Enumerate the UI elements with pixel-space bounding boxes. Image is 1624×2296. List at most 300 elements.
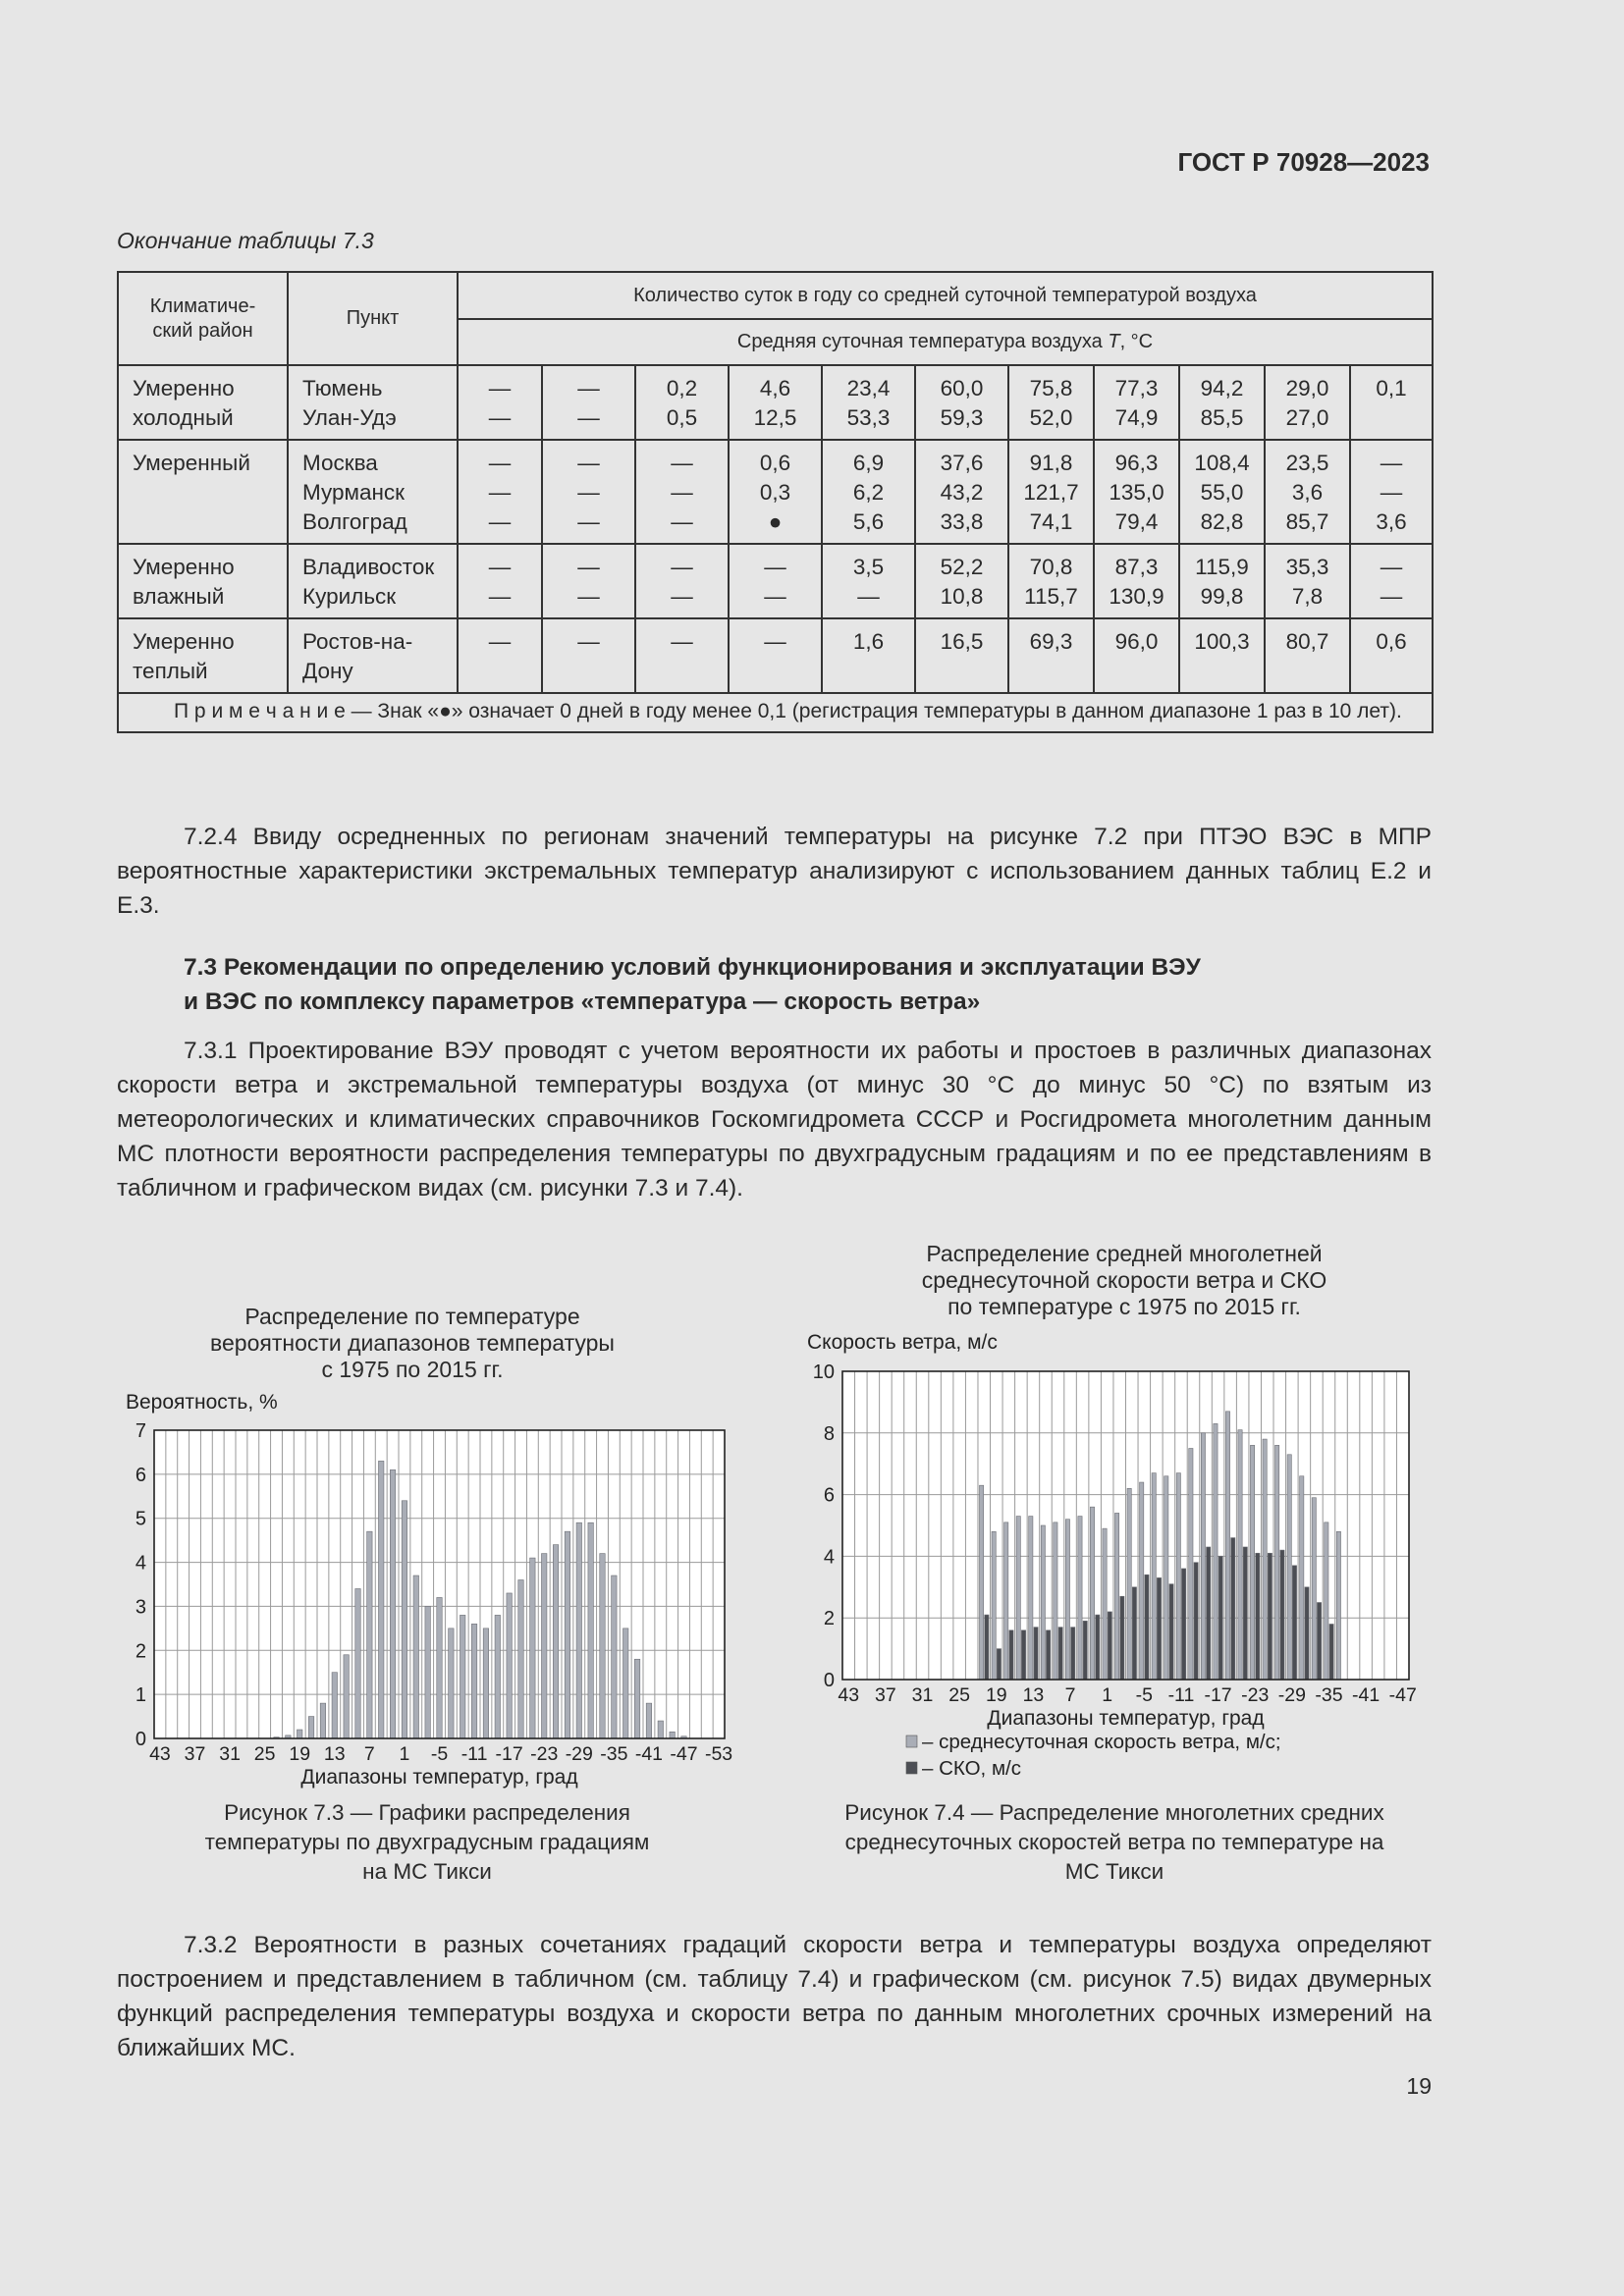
x-tick-label: -5 xyxy=(430,1743,449,1765)
x-tick-label: 19 xyxy=(289,1743,311,1765)
cell-line: теплый xyxy=(133,659,208,683)
bar-probability xyxy=(425,1606,430,1738)
value-cell xyxy=(1094,365,1179,440)
bar-mean-speed xyxy=(1263,1439,1267,1680)
y-tick-label: 3 xyxy=(135,1596,146,1619)
cell-line: — xyxy=(671,584,693,609)
x-tick-label: 25 xyxy=(253,1743,276,1765)
x-tick-label: 19 xyxy=(985,1684,1007,1706)
column-group-header: Количество суток в году со средней суточной температурой воздуха xyxy=(458,272,1433,319)
bar-mean-speed xyxy=(1300,1476,1304,1680)
bar-probability xyxy=(367,1531,372,1738)
bar-mean-speed xyxy=(979,1485,983,1680)
value-cell xyxy=(915,365,1008,440)
cell-line: 94,2 xyxy=(1200,376,1244,400)
table-row xyxy=(118,440,1433,544)
cell-line: Курильск xyxy=(302,584,397,609)
cell-line: — xyxy=(764,555,786,579)
x-tick-label: -5 xyxy=(1135,1684,1153,1706)
bar-sko xyxy=(1132,1587,1136,1680)
cell-line: Умеренно xyxy=(133,555,235,579)
cell-line: — xyxy=(577,509,600,534)
bar-probability xyxy=(413,1575,418,1738)
bar-mean-speed xyxy=(1078,1517,1082,1680)
bar-sko xyxy=(1034,1628,1038,1680)
temperature-days-table xyxy=(117,271,1434,733)
bar-sko xyxy=(1305,1587,1309,1680)
x-tick-label: -35 xyxy=(600,1743,628,1765)
cell-line: 135,0 xyxy=(1109,480,1164,505)
bar-probability xyxy=(449,1629,454,1738)
cell-line: 130,9 xyxy=(1109,584,1164,609)
cell-line: Умеренный xyxy=(133,451,250,475)
x-tick-label: 13 xyxy=(323,1743,346,1765)
y-axis-label: Вероятность, % xyxy=(126,1391,278,1414)
value-cell xyxy=(1094,440,1179,544)
section-heading-7-3: 7.3 Рекомендации по определению условий функционирования и эксплуатации ВЭУ и ВЭС по комплексу параметров «температура — скорость ветра» xyxy=(184,954,1201,1015)
cell-line: Улан-Удэ xyxy=(302,405,397,430)
bar-sko xyxy=(1207,1547,1211,1680)
y-tick-label: 4 xyxy=(823,1546,835,1569)
bar-sko xyxy=(1021,1630,1025,1680)
x-tick-label: -29 xyxy=(1277,1684,1306,1706)
cell-line: Умеренно xyxy=(133,376,235,400)
cell-line: Тюмень xyxy=(302,376,383,400)
table-body xyxy=(118,365,1433,693)
value-cell xyxy=(915,618,1008,693)
cell-line: 69,3 xyxy=(1029,629,1073,654)
cell-line: — xyxy=(857,584,880,609)
bar-mean-speed xyxy=(1140,1482,1144,1680)
value-cell xyxy=(635,440,729,544)
x-tick-label: 31 xyxy=(219,1743,241,1765)
cell-line: 115,9 xyxy=(1195,555,1249,579)
bar-probability xyxy=(297,1730,301,1738)
bar-probability xyxy=(344,1655,349,1738)
x-axis-label: Диапазоны температур, град xyxy=(300,1766,578,1789)
x-tick-label: 43 xyxy=(838,1684,860,1706)
bar-probability xyxy=(320,1703,325,1738)
bar-mean-speed xyxy=(1312,1498,1316,1680)
value-cell xyxy=(1094,618,1179,693)
cell-line: — xyxy=(488,451,512,475)
cell-line: 60,0 xyxy=(940,376,984,400)
y-tick-label: 0 xyxy=(135,1729,146,1750)
cell-line: 108,4 xyxy=(1194,451,1250,475)
bar-probability xyxy=(402,1501,406,1738)
bar-mean-speed xyxy=(1152,1473,1156,1680)
bar-probability xyxy=(530,1558,535,1738)
bar-probability xyxy=(646,1703,651,1738)
column-subheader: Средняя суточная температура воздуха T, °С xyxy=(458,319,1433,365)
x-tick-label: 31 xyxy=(911,1684,934,1706)
paragraph-7-3-1: 7.3.1 Проектирование ВЭУ проводят с учетом вероятности их работы и простоев в различных диапазонах скорости ветра и экстремальной температуры воздуха (от минус 30 °С до минус 50 °С) по взятым из метеорологических и климатических справочников Госкомгидромета СССР и Росгидромета многолетним данным МС плотности вероятности распределения температуры по двухградусным градациям и по ее представлениям в табличном и графическом видах (см. рисунки 7.3 и 7.4). xyxy=(117,1038,1432,1201)
x-tick-label: 1 xyxy=(399,1743,410,1765)
value-cell xyxy=(542,365,635,440)
cell-line: 0,2 xyxy=(666,376,698,400)
cell-line: 96,0 xyxy=(1114,629,1159,654)
temperature-probability-chart xyxy=(117,1379,755,1796)
cell-line: — xyxy=(577,376,600,400)
x-tick-label: -41 xyxy=(1352,1684,1380,1706)
cell-line: 23,4 xyxy=(846,376,891,400)
cell-line: 3,6 xyxy=(1376,509,1407,534)
cell-line: 77,3 xyxy=(1114,376,1159,400)
cell-line: — xyxy=(488,405,512,430)
cell-line: Владивосток xyxy=(302,555,435,579)
bar-mean-speed xyxy=(992,1531,996,1680)
bar-sko xyxy=(1083,1621,1087,1680)
cell-line: — xyxy=(1380,584,1403,609)
figure-7-4-caption xyxy=(800,1798,1429,1887)
cell-line: 96,3 xyxy=(1114,451,1159,475)
cell-line: — xyxy=(671,629,693,654)
cell-line: — xyxy=(671,480,693,505)
table-row xyxy=(118,618,1433,693)
bar-probability xyxy=(471,1624,476,1738)
caption-line: Рисунок 7.3 — Графики распределения xyxy=(224,1800,630,1825)
value-cell xyxy=(1350,618,1433,693)
bar-mean-speed xyxy=(1103,1528,1107,1680)
x-tick-label: 43 xyxy=(149,1743,171,1765)
value-cell xyxy=(1008,618,1094,693)
cell-line: 35,3 xyxy=(1285,555,1329,579)
cell-line: — xyxy=(577,584,600,609)
bar-probability xyxy=(483,1629,488,1738)
bar-sko xyxy=(1096,1615,1100,1680)
cell-line: 1,6 xyxy=(852,629,885,654)
y-tick-label: 4 xyxy=(135,1552,146,1575)
value-cell xyxy=(1008,440,1094,544)
figure-7-3-caption xyxy=(137,1798,717,1887)
bar-mean-speed xyxy=(1336,1531,1340,1680)
cell-line: 33,8 xyxy=(940,509,984,534)
cell-line: 0,5 xyxy=(666,405,698,430)
bar-sko xyxy=(1329,1624,1333,1680)
point-cell xyxy=(288,618,458,693)
x-tick-label: 7 xyxy=(1064,1684,1076,1706)
cell-line: 79,4 xyxy=(1114,509,1159,534)
bar-probability xyxy=(658,1721,663,1738)
table-row xyxy=(118,365,1433,440)
bar-sko xyxy=(1157,1577,1161,1680)
x-tick-label: 37 xyxy=(875,1684,896,1706)
x-tick-label: -17 xyxy=(495,1743,523,1765)
region-cell xyxy=(118,365,288,440)
value-cell xyxy=(1179,365,1265,440)
bar-mean-speed xyxy=(1090,1507,1094,1680)
cell-line: 74,9 xyxy=(1114,405,1159,430)
cell-line: — xyxy=(577,405,600,430)
value-cell xyxy=(1265,440,1350,544)
cell-line: 121,7 xyxy=(1023,480,1079,505)
bar-sko xyxy=(1317,1603,1321,1681)
value-cell xyxy=(635,365,729,440)
bar-sko xyxy=(1058,1628,1062,1680)
x-tick-label: -47 xyxy=(670,1743,698,1765)
value-cell xyxy=(1008,544,1094,618)
y-tick-label: 1 xyxy=(135,1684,146,1707)
point-cell xyxy=(288,544,458,618)
cell-line: 0,1 xyxy=(1376,376,1407,400)
x-tick-label: -53 xyxy=(704,1743,733,1765)
cell-line: — xyxy=(1380,555,1403,579)
value-cell xyxy=(1350,365,1433,440)
y-tick-label: 5 xyxy=(135,1508,146,1530)
cell-line: Дону xyxy=(302,659,353,683)
bar-sko xyxy=(1243,1547,1247,1680)
column-header-point: Пункт xyxy=(288,272,458,365)
cell-line: — xyxy=(577,555,600,579)
cell-line xyxy=(1351,403,1432,433)
bar-mean-speed xyxy=(1201,1433,1205,1680)
bar-probability xyxy=(355,1588,360,1738)
document-code: ГОСТ Р 70928—2023 xyxy=(1177,147,1430,177)
bar-mean-speed xyxy=(1275,1445,1279,1680)
value-cell xyxy=(635,544,729,618)
value-cell xyxy=(729,440,822,544)
x-tick-label: 7 xyxy=(363,1743,375,1765)
legend-entry: – среднесуточная скорость ветра, м/с; xyxy=(922,1731,1281,1753)
bar-mean-speed xyxy=(1004,1522,1008,1680)
y-tick-label: 6 xyxy=(823,1484,835,1507)
value-cell xyxy=(915,440,1008,544)
value-cell xyxy=(1265,365,1350,440)
region-cell xyxy=(118,440,288,544)
bar-probability xyxy=(507,1593,512,1738)
bar-probability xyxy=(623,1629,627,1738)
cell-line: — xyxy=(488,629,512,654)
cell-line: 87,3 xyxy=(1114,555,1159,579)
value-cell xyxy=(822,544,915,618)
bar-mean-speed xyxy=(1225,1412,1229,1680)
caption-line: Рисунок 7.4 — Распределение многолетних средних xyxy=(844,1800,1384,1825)
y-tick-label: 8 xyxy=(823,1422,835,1445)
x-tick-label: -41 xyxy=(634,1743,664,1765)
bar-mean-speed xyxy=(1065,1520,1069,1680)
cell-line: 74,1 xyxy=(1029,509,1073,534)
cell-line: Мурманск xyxy=(302,480,406,505)
x-tick-label: -11 xyxy=(460,1743,488,1765)
value-cell xyxy=(542,440,635,544)
cell-line: 5,6 xyxy=(852,509,885,534)
value-cell xyxy=(1008,365,1094,440)
bar-probability xyxy=(565,1531,569,1738)
cell-line: 3,6 xyxy=(1291,480,1324,505)
bar-mean-speed xyxy=(1016,1517,1020,1680)
y-axis-label: Скорость ветра, м/с xyxy=(807,1331,998,1354)
column-header-region: Климатиче- ский район xyxy=(118,272,288,365)
cell-line: — xyxy=(488,509,512,534)
chart-title-line: Распределение по температуре xyxy=(244,1304,580,1329)
chart-title-line: по температуре с 1975 по 2015 гг. xyxy=(947,1294,1301,1319)
chart-title-line: Распределение средней многолетней xyxy=(926,1241,1323,1266)
bar-sko xyxy=(1231,1538,1235,1680)
value-cell xyxy=(729,544,822,618)
chart-title-line: с 1975 по 2015 гг. xyxy=(321,1357,504,1382)
value-cell xyxy=(458,440,542,544)
region-cell xyxy=(118,544,288,618)
bar-probability xyxy=(308,1717,313,1738)
bar-sko xyxy=(1280,1550,1284,1680)
cell-line: 37,6 xyxy=(940,451,984,475)
cell-line: — xyxy=(764,629,786,654)
bar-sko xyxy=(1169,1584,1173,1680)
caption-line: температуры по двухградусным градациям xyxy=(204,1830,650,1854)
cell-line: — xyxy=(764,584,786,609)
bar-mean-speed xyxy=(1214,1423,1218,1680)
cell-line: 12,5 xyxy=(753,405,797,430)
cell-line: — xyxy=(671,451,693,475)
x-tick-label: -17 xyxy=(1204,1684,1232,1706)
cell-line: 82,8 xyxy=(1200,509,1244,534)
bar-mean-speed xyxy=(1325,1522,1328,1680)
bar-sko xyxy=(1009,1630,1013,1680)
cell-line: — xyxy=(671,555,693,579)
table-row xyxy=(118,544,1433,618)
cell-line: Волгоград xyxy=(302,509,407,534)
cell-line: 85,5 xyxy=(1200,405,1244,430)
bar-sko xyxy=(1181,1569,1185,1680)
cell-line: 29,0 xyxy=(1285,376,1329,400)
bar-sko xyxy=(985,1615,989,1680)
cell-line: 23,5 xyxy=(1285,451,1329,475)
cell-line: 3,5 xyxy=(852,555,885,579)
value-cell xyxy=(458,618,542,693)
value-cell xyxy=(1265,544,1350,618)
bar-probability xyxy=(332,1673,337,1738)
value-cell xyxy=(542,544,635,618)
y-tick-label: 6 xyxy=(135,1464,146,1486)
cell-line: 7,8 xyxy=(1291,584,1324,609)
point-cell xyxy=(288,440,458,544)
bar-mean-speed xyxy=(1176,1473,1180,1680)
bar-sko xyxy=(1108,1612,1111,1680)
bar-probability xyxy=(634,1659,639,1738)
paragraph-7-2-4: 7.2.4 Ввиду осредненных по регионам значений температуры на рисунке 7.2 при ПТЭО ВЭС в МПР вероятностные характеристики экстремальных температур анализируют с использованием данных таблиц Е.2 и Е.3. xyxy=(117,824,1432,919)
region-cell xyxy=(118,618,288,693)
cell-line: — xyxy=(577,480,600,505)
paragraph-7-3-2: 7.3.2 Вероятности в разных сочетаниях градаций скорости ветра и температуры воздуха определяют построением и представлением в табличном (см. таблицу 7.4) и графическом (см. рисунок 7.5) видах двумерных функций распределения температуры воздуха и скорости ветра по данным многолетних срочных измерений на ближайших МС. xyxy=(117,1932,1432,2061)
cell-line: — xyxy=(1380,480,1403,505)
cell-line: — xyxy=(577,629,600,654)
cell-line: 100,3 xyxy=(1194,629,1250,654)
cell-line: — xyxy=(577,451,600,475)
x-tick-label: -23 xyxy=(530,1743,559,1765)
cell-line: 70,8 xyxy=(1029,555,1073,579)
value-cell xyxy=(822,618,915,693)
cell-line: Ростов-на- xyxy=(302,629,413,654)
value-cell xyxy=(1179,618,1265,693)
y-tick-label: 7 xyxy=(135,1420,146,1442)
bar-sko xyxy=(997,1649,1001,1680)
cell-line: 53,3 xyxy=(846,405,891,430)
x-tick-label: -47 xyxy=(1388,1684,1417,1706)
cell-line: 6,2 xyxy=(852,480,885,505)
bar-probability xyxy=(390,1469,395,1738)
x-tick-label: -11 xyxy=(1167,1684,1195,1706)
bar-probability xyxy=(553,1545,558,1738)
cell-line: 75,8 xyxy=(1029,376,1073,400)
bar-probability xyxy=(518,1580,523,1738)
value-cell xyxy=(729,365,822,440)
bar-probability xyxy=(460,1615,464,1738)
x-tick-label: -35 xyxy=(1315,1684,1343,1706)
chart-title-line: среднесуточной скорости ветра и СКО xyxy=(921,1267,1327,1293)
x-tick-label: 13 xyxy=(1022,1684,1045,1706)
cell-line: — xyxy=(671,509,693,534)
cell-line: — xyxy=(488,480,512,505)
cell-line: — xyxy=(488,376,512,400)
bar-mean-speed xyxy=(1189,1449,1193,1681)
legend-entry: – СКО, м/с xyxy=(922,1757,1021,1780)
cell-line: 55,0 xyxy=(1200,480,1244,505)
bar-mean-speed xyxy=(1287,1455,1291,1680)
x-tick-label: 37 xyxy=(184,1743,206,1765)
cell-line: 0,3 xyxy=(759,480,791,505)
x-tick-label: -23 xyxy=(1241,1684,1270,1706)
cell-line: 52,0 xyxy=(1029,405,1073,430)
cell-line: 91,8 xyxy=(1029,451,1073,475)
bar-probability xyxy=(670,1732,675,1738)
figure-7-4-title xyxy=(854,1241,1394,1320)
cell-line: — xyxy=(488,584,512,609)
bar-mean-speed xyxy=(1114,1513,1118,1680)
caption-line: среднесуточных скоростей ветра по температуре на xyxy=(844,1830,1384,1854)
x-tick-label: 25 xyxy=(948,1684,971,1706)
value-cell xyxy=(635,618,729,693)
value-cell xyxy=(458,544,542,618)
y-tick-label: 2 xyxy=(135,1640,146,1663)
bar-sko xyxy=(1145,1575,1149,1680)
value-cell xyxy=(1179,440,1265,544)
wind-speed-chart xyxy=(800,1320,1429,1796)
value-cell xyxy=(1350,440,1433,544)
bar-probability xyxy=(378,1461,383,1738)
bar-mean-speed xyxy=(1041,1525,1045,1680)
table-caption: Окончание таблицы 7.3 xyxy=(117,228,374,253)
value-cell xyxy=(729,618,822,693)
bar-sko xyxy=(1292,1566,1296,1680)
value-cell xyxy=(822,365,915,440)
cell-line: — xyxy=(488,555,512,579)
bar-mean-speed xyxy=(1238,1430,1242,1680)
cell-line: влажный xyxy=(133,584,225,609)
chart-title-line: вероятности диапазонов температуры xyxy=(210,1330,615,1356)
cell-line: Умеренно xyxy=(133,629,235,654)
cell-line: 115,7 xyxy=(1024,584,1078,609)
value-cell xyxy=(1350,544,1433,618)
bar-sko xyxy=(1046,1630,1050,1680)
cell-line: 80,7 xyxy=(1285,629,1329,654)
bar-probability xyxy=(600,1554,605,1738)
cell-line: 99,8 xyxy=(1200,584,1244,609)
caption-line: на МС Тикси xyxy=(362,1859,492,1884)
cell-line: ● xyxy=(768,509,783,534)
bar-probability xyxy=(437,1597,442,1738)
bar-mean-speed xyxy=(1029,1517,1033,1680)
cell-line: Москва xyxy=(302,451,378,475)
legend-swatch xyxy=(906,1762,917,1774)
bar-mean-speed xyxy=(1164,1476,1168,1680)
cell-line: 52,2 xyxy=(940,555,984,579)
cell-line: 16,5 xyxy=(940,629,984,654)
x-axis-label: Диапазоны температур, град xyxy=(987,1707,1265,1730)
figure-7-3-title xyxy=(118,1304,707,1383)
value-cell xyxy=(458,365,542,440)
y-tick-label: 2 xyxy=(823,1608,835,1630)
bar-mean-speed xyxy=(1250,1445,1254,1680)
